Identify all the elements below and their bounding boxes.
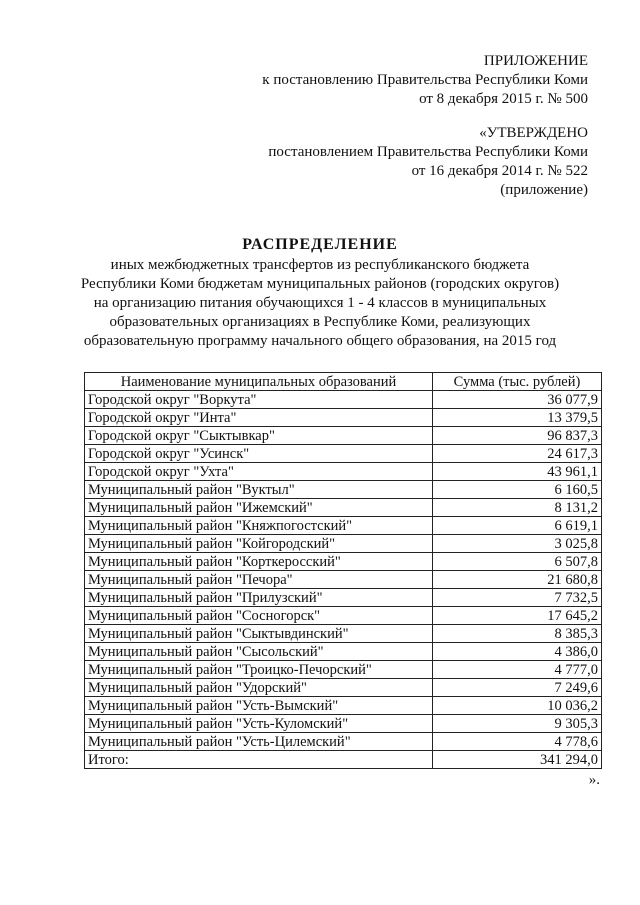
municipality-amount: 36 077,9 xyxy=(433,391,602,409)
table-row xyxy=(85,499,602,517)
total-label: Итого: xyxy=(85,751,433,769)
subtitle-line: Республики Коми бюджетам муниципальных районов (городских округов) xyxy=(80,276,560,292)
municipality-name: Городской округ "Ухта" xyxy=(85,463,433,481)
municipality-name: Городской округ "Сыктывкар" xyxy=(85,427,433,445)
municipality-amount: 6 619,1 xyxy=(433,517,602,535)
municipality-amount: 4 777,0 xyxy=(433,661,602,679)
municipality-name: Муниципальный район "Сосногорск" xyxy=(85,607,433,625)
table-row xyxy=(85,733,602,751)
municipality-amount: 24 617,3 xyxy=(433,445,602,463)
municipality-name: Муниципальный район "Удорский" xyxy=(85,679,433,697)
municipality-amount: 10 036,2 xyxy=(433,697,602,715)
document-title: РАСПРЕДЕЛЕНИЕ xyxy=(242,236,398,253)
table-row xyxy=(85,661,602,679)
table-row xyxy=(85,481,602,499)
municipality-name: Муниципальный район "Усть-Цилемский" xyxy=(85,733,433,751)
table-row xyxy=(85,391,602,409)
municipality-amount: 7 249,6 xyxy=(433,679,602,697)
municipality-name: Городской округ "Усинск" xyxy=(85,445,433,463)
appendix-date: от 8 декабря 2015 г. № 500 xyxy=(419,91,588,107)
table-total-row xyxy=(85,751,602,769)
subtitle-line: образовательных организациях в Республике Коми, реализующих xyxy=(109,314,531,330)
table-row xyxy=(85,679,602,697)
municipality-name: Муниципальный район "Княжпогостский" xyxy=(85,517,433,535)
approval-note: (приложение) xyxy=(500,182,588,198)
closing-quote-mark: ». xyxy=(588,772,600,788)
municipality-name: Муниципальный район "Сысольский" xyxy=(85,643,433,661)
municipality-amount: 8 131,2 xyxy=(433,499,602,517)
subtitle-line: образовательную программу начального общего образования, на 2015 год xyxy=(83,333,557,349)
table-row xyxy=(85,535,602,553)
table-row xyxy=(85,571,602,589)
municipality-name: Городской округ "Инта" xyxy=(85,409,433,427)
table-body xyxy=(85,391,602,751)
table-row xyxy=(85,409,602,427)
approval-title: «УТВЕРЖДЕНО xyxy=(479,125,588,141)
municipality-name: Муниципальный район "Усть-Куломский" xyxy=(85,715,433,733)
appendix-header xyxy=(262,52,588,109)
table-header-row xyxy=(85,373,602,391)
municipality-amount: 21 680,8 xyxy=(433,571,602,589)
table-row xyxy=(85,463,602,481)
municipality-amount: 6 507,8 xyxy=(433,553,602,571)
total-value: 341 294,0 xyxy=(433,751,602,769)
subtitle-line: иных межбюджетных трансфертов из республиканского бюджета xyxy=(110,257,530,273)
municipality-name: Муниципальный район "Корткеросский" xyxy=(85,553,433,571)
municipality-amount: 43 961,1 xyxy=(433,463,602,481)
approval-stamp xyxy=(268,124,588,200)
municipality-name: Муниципальный район "Печора" xyxy=(85,571,433,589)
table-row xyxy=(85,625,602,643)
table-row xyxy=(85,427,602,445)
column-header-name: Наименование муниципальных образований xyxy=(85,373,433,391)
municipality-name: Муниципальный район "Койгородский" xyxy=(85,535,433,553)
municipality-amount: 9 305,3 xyxy=(433,715,602,733)
table-row xyxy=(85,553,602,571)
table-row xyxy=(85,643,602,661)
municipality-amount: 3 025,8 xyxy=(433,535,602,553)
distribution-table xyxy=(84,372,602,769)
municipality-name: Муниципальный район "Ижемский" xyxy=(85,499,433,517)
municipality-amount: 13 379,5 xyxy=(433,409,602,427)
document-subtitle xyxy=(60,256,580,351)
municipality-name: Муниципальный район "Усть-Вымский" xyxy=(85,697,433,715)
subtitle-line: на организацию питания обучающихся 1 - 4 классов в муниципальных xyxy=(93,295,547,311)
table-row xyxy=(85,697,602,715)
municipality-name: Муниципальный район "Троицко-Печорский" xyxy=(85,661,433,679)
table-row xyxy=(85,607,602,625)
municipality-amount: 8 385,3 xyxy=(433,625,602,643)
table-row xyxy=(85,715,602,733)
appendix-reference: к постановлению Правительства Республики Коми xyxy=(262,72,588,88)
table-row xyxy=(85,517,602,535)
municipality-amount: 96 837,3 xyxy=(433,427,602,445)
column-header-amount: Сумма (тыс. рублей) xyxy=(433,373,602,391)
approval-date: от 16 декабря 2014 г. № 522 xyxy=(411,163,588,179)
table-row xyxy=(85,445,602,463)
municipality-name: Муниципальный район "Прилузский" xyxy=(85,589,433,607)
municipality-amount: 4 386,0 xyxy=(433,643,602,661)
appendix-title: ПРИЛОЖЕНИЕ xyxy=(483,53,588,69)
approval-reference: постановлением Правительства Республики Коми xyxy=(268,144,588,160)
table-row xyxy=(85,589,602,607)
municipality-amount: 4 778,6 xyxy=(433,733,602,751)
municipality-name: Муниципальный район "Сыктывдинский" xyxy=(85,625,433,643)
municipality-amount: 17 645,2 xyxy=(433,607,602,625)
municipality-name: Городской округ "Воркута" xyxy=(85,391,433,409)
municipality-amount: 6 160,5 xyxy=(433,481,602,499)
municipality-amount: 7 732,5 xyxy=(433,589,602,607)
municipality-name: Муниципальный район "Вуктыл" xyxy=(85,481,433,499)
